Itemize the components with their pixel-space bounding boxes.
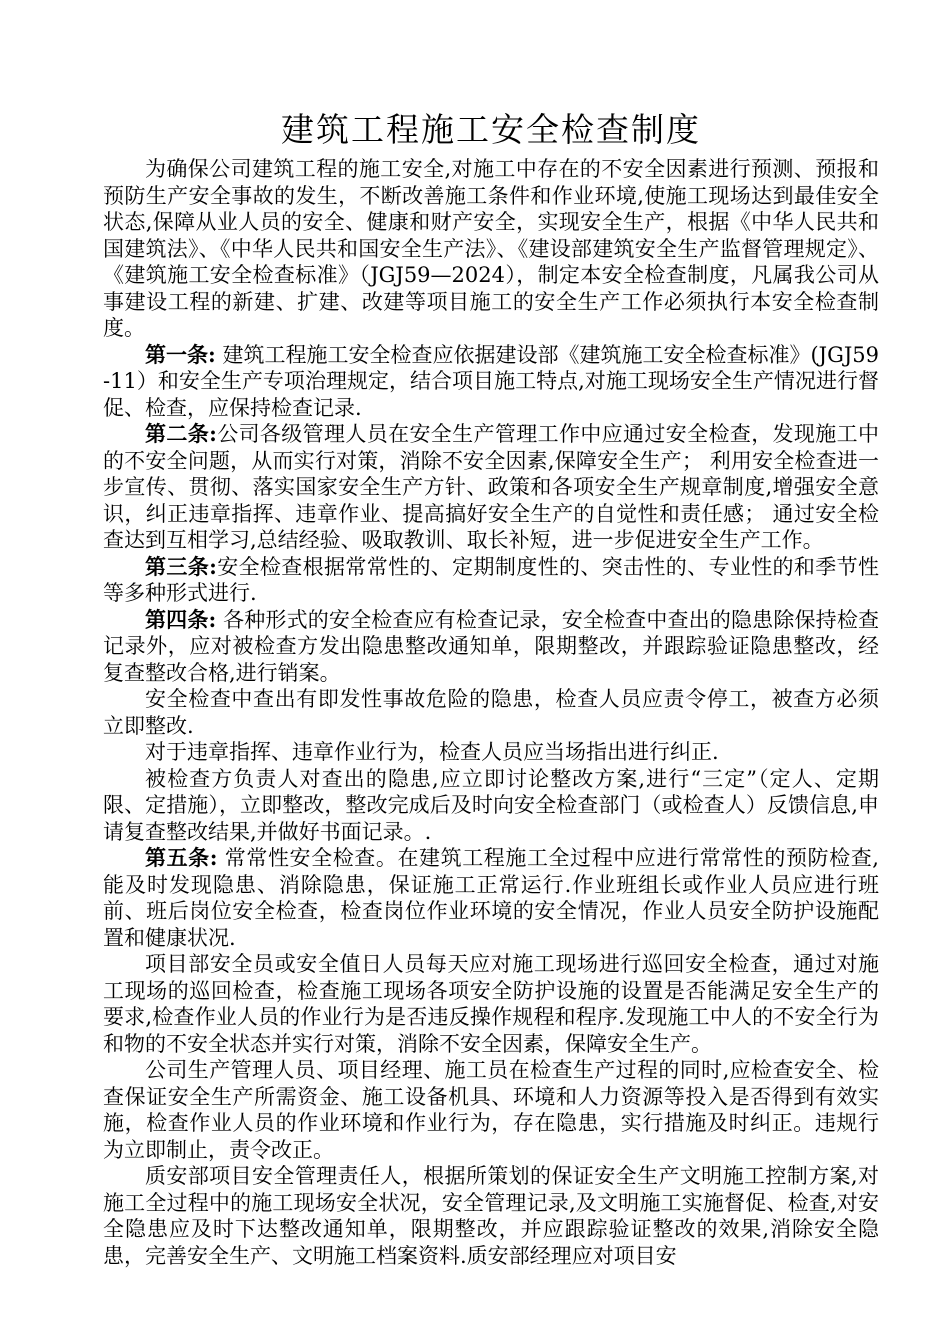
article-label: 第二条: xyxy=(145,421,217,446)
document-title: 建筑工程施工安全检查制度 xyxy=(281,110,701,149)
paragraph-text: 为确保公司建筑工程的施工安全,对施工中存在的不安全因素进行预测、预报和预防生产安全事故的发生，不断改善施工条件和作业环境,使施工现场达到最佳安全状态,保障从业人员的安全、健康和财产安全，实现安全生产，根据《中华人民共和国建筑法》、《中华人民共和国安全生产法》、《建设部建筑安全生产监督管理规定》、《建筑施工安全检查标准》（JGJ59—2024），制定本安全检查制度，凡属我公司从事建设工程的新建、扩建、改建等项目施工的安全生产工作必须执行本安全检查制度。 xyxy=(103,157,879,340)
body-paragraph xyxy=(103,607,879,687)
paragraph-text: 质安部项目安全管理责任人，根据所策划的保证安全生产文明施工控制方案,对施工全过程中的施工现场安全状况，安全管理记录,及文明施工实施督促、检查,对安全隐患应及时下达整改通知单，限期整改，并应跟踪验证整改的效果,消除安全隐患，完善安全生产、文明施工档案资料.质安部经理应对项目安 xyxy=(103,1164,879,1268)
body-paragraph xyxy=(103,845,879,951)
body-paragraph xyxy=(103,1057,879,1163)
paragraph-text: 对于违章指挥、违章作业行为，检查人员应当场指出进行纠正. xyxy=(145,740,719,764)
body-paragraph xyxy=(103,156,879,342)
body-paragraph xyxy=(103,739,879,766)
paragraph-text: 公司各级管理人员在安全生产管理工作中应通过安全检查，发现施工中的不安全问题，从而实行对策，消除不安全因素,保障安全生产； 利用安全检查进一步宣传、贯彻、落实国家安全生产方针、政策和各项安全生产规章制度,增强安全意识，纠正违章指挥、违章作业、提高搞好安全生产的自觉性和责任感； 通过安全检查达到互相学习,总结经验、吸取教训、取长补短，进一步促进安全生产工作。 xyxy=(103,422,879,552)
paragraph-text: 安全检查根据常常性的、定期制度性的、突击性的、专业性的和季节性等多种形式进行. xyxy=(103,554,879,605)
paragraph-text: 被检查方负责人对查出的隐患,应立即讨论整改方案,进行“三定”（定人、定期限、定措施），立即整改，整改完成后及时向安全检查部门（或检查人）反馈信息,申请复查整改结果,并做好书面记录。. xyxy=(103,766,879,844)
article-label: 第五条: xyxy=(145,845,218,870)
body-paragraph xyxy=(103,554,879,607)
paragraph-text: 各种形式的安全检查应有检查记录，安全检查中查出的隐患除保持检查记录外，应对被检查方发出隐患整改通知单，限期整改，并跟踪验证隐患整改，经复查整改合格,进行销案。 xyxy=(103,607,879,685)
body-paragraph xyxy=(103,766,879,846)
article-label: 第三条: xyxy=(145,553,217,579)
paragraph-text: 项目部安全员或安全值日人员每天应对施工现场进行巡回安全检查，通过对施工现场的巡回检查，检查施工现场各项安全防护设施的设置是否能满足安全生产的要求,检查作业人员的作业行为是否违反操作规程和程序.发现施工中人的不安全行为和物的不安全状态并实行对策，消除不安全因素，保障安全生产。 xyxy=(103,952,879,1056)
paragraph-text: 建筑工程施工安全检查应依据建设部《建筑施工安全检查标准》(JGJ59-11）和安全生产专项治理规定，结合项目施工特点,对施工现场安全生产情况进行督促、检查，应保持检查记录. xyxy=(103,342,879,420)
paragraph-text: 公司生产管理人员、项目经理、施工员在检查生产过程的同时,应检查安全、检查保证安全生产所需资金、施工设备机具、环境和人力资源等投入是否得到有效实施，检查作业人员的作业环境和作业行为，存在隐患，实行措施及时纠正。违规行为立即制止，责令改正。 xyxy=(103,1058,879,1162)
body-paragraph xyxy=(103,421,879,554)
body-paragraph xyxy=(103,1163,879,1269)
article-label: 第四条: xyxy=(145,606,217,632)
body-paragraph xyxy=(103,686,879,739)
paragraph-text: 常常性安全检查。在建筑工程施工全过程中应进行常常性的预防检查,能及时发现隐患、消除隐患，保证施工正常运行.作业班组长或作业人员应进行班前、班后岗位安全检查，检查岗位作业环境的安全情况，作业人员安全防护设施配置和健康状况. xyxy=(103,846,879,950)
body-paragraph xyxy=(103,951,879,1057)
document-body xyxy=(103,156,879,1269)
body-paragraph xyxy=(103,342,879,422)
document-page xyxy=(103,108,879,1269)
article-label: 第一条: xyxy=(145,341,216,367)
paragraph-text: 安全检查中查出有即发性事故危险的隐患，检查人员应责令停工，被查方必须立即整改. xyxy=(103,687,879,738)
